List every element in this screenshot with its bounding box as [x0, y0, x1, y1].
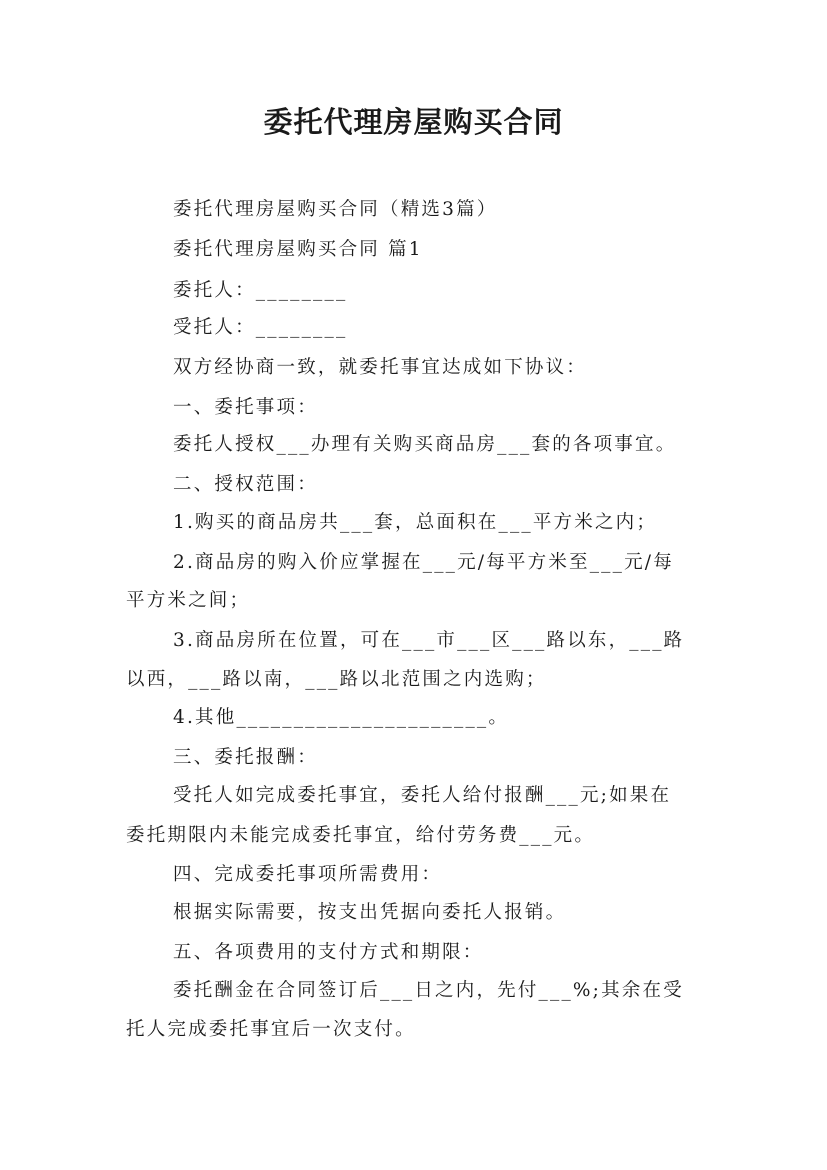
- payment-terms-line2: 托人完成委托事宜后一次支付。: [126, 1019, 416, 1040]
- doc-subtitle: 委托代理房屋购买合同（精选3篇）: [173, 199, 498, 220]
- document-title: 委托代理房屋购买合同: [263, 105, 564, 139]
- agent-line: 受托人：________: [173, 317, 348, 338]
- scope-item-3-line2: 以西，___路以南，___路以北范围之内选购；: [126, 669, 547, 690]
- heading-remuneration: 三、委托报酬：: [173, 747, 318, 768]
- scope-item-1: 1.购买的商品房共___套，总面积在___平方米之内；: [173, 512, 658, 533]
- heading-entrusted-matters: 一、委托事项：: [173, 397, 318, 418]
- scope-item-3-line1: 3.商品房所在位置，可在___市___区___路以东，___路: [173, 630, 685, 651]
- expenses-text: 根据实际需要，按支出凭据向委托人报销。: [173, 902, 567, 923]
- remuneration-line2: 委托期限内未能完成委托事宜，给付劳务费___元。: [126, 825, 596, 846]
- payment-terms-line1: 委托酬金在合同签订后___日之内，先付___%;其余在受: [173, 980, 684, 1001]
- entrusted-matters-text: 委托人授权___办理有关购买商品房___套的各项事宜。: [173, 434, 677, 455]
- agreement-intro: 双方经协商一致，就委托事宜达成如下协议：: [173, 357, 588, 378]
- principal-line: 委托人：________: [173, 280, 348, 301]
- scope-item-2-line2: 平方米之间；: [126, 590, 251, 611]
- heading-payment-terms: 五、各项费用的支付方式和期限：: [173, 942, 484, 963]
- scope-item-4: 4.其他______________________。: [173, 707, 510, 728]
- remuneration-line1: 受托人如完成委托事宜，委托人给付报酬___元;如果在: [173, 785, 672, 806]
- heading-authorization-scope: 二、授权范围：: [173, 474, 318, 495]
- section-heading-part1: 委托代理房屋购买合同 篇1: [173, 239, 423, 260]
- scope-item-2-line1: 2.商品房的购入价应掌握在___元/每平方米至___元/每: [173, 552, 674, 573]
- heading-expenses: 四、完成委托事项所需费用：: [173, 864, 443, 885]
